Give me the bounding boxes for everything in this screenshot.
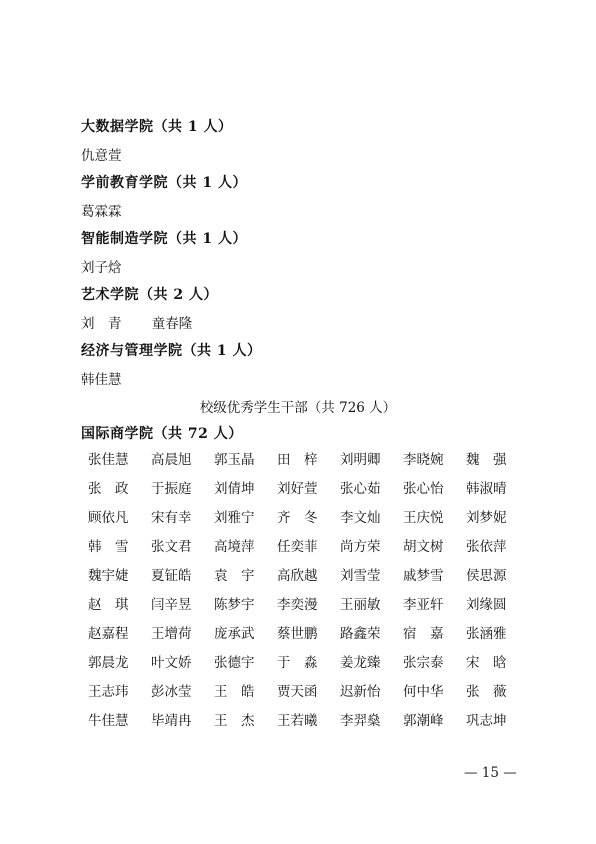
name-cell: 巩志坤 — [466, 713, 507, 729]
name-cell: 蔡世鹏 — [277, 626, 318, 642]
name-cell: 任奕菲 — [277, 539, 318, 555]
name-cell: 王增荷 — [151, 626, 192, 642]
name-cell: 赵 琪 — [88, 597, 129, 613]
name-cell: 路鑫荣 — [340, 626, 381, 642]
name-cell: 刘缘圆 — [466, 597, 507, 613]
name-cell: 李文灿 — [340, 510, 381, 526]
name-cell: 于振庭 — [151, 481, 192, 497]
name-cell: 郭晨龙 — [88, 655, 129, 671]
name-cell: 郭玉晶 — [214, 452, 255, 468]
name-cell: 叶文娇 — [151, 655, 192, 671]
name-cell: 宿 嘉 — [403, 626, 444, 642]
name-cell: 胡文树 — [403, 539, 444, 555]
section-heading-art: 艺术学院（共 2 人） — [81, 287, 218, 303]
name-cell: 王志玮 — [88, 684, 129, 700]
name-cell: 张 政 — [88, 481, 129, 497]
section-names-art — [81, 312, 192, 332]
name-cell: 贾天函 — [277, 684, 318, 700]
name-cell: 王庆悦 — [403, 510, 444, 526]
section-names-intelligent-manufacturing — [81, 256, 122, 276]
name-cell: 张心茹 — [340, 481, 381, 497]
name-cell: 张依萍 — [466, 539, 507, 555]
name-cell: 宋有幸 — [151, 510, 192, 526]
name-cell: 迟新怡 — [340, 684, 381, 700]
section-names-big-data — [81, 144, 122, 164]
name-cell: 刘雪莹 — [340, 568, 381, 584]
name-cell: 郭潮峰 — [403, 713, 444, 729]
page-number: — 15 — — [464, 765, 517, 781]
name-cell: 张心怡 — [403, 481, 444, 497]
section-heading-intelligent-manufacturing: 智能制造学院（共 1 人） — [81, 231, 247, 247]
section-names-economics-management — [81, 368, 122, 388]
name-cell: 宋 晗 — [466, 655, 507, 671]
name-cell: 魏宇婕 — [88, 568, 129, 584]
name-cell: 张涵雅 — [466, 626, 507, 642]
student-name: 童春隆 — [151, 316, 193, 332]
name-cell: 魏 强 — [466, 452, 507, 468]
section-heading-economics-management: 经济与管理学院（共 1 人） — [81, 343, 262, 359]
student-name: 仇意萱 — [81, 148, 122, 164]
name-cell: 刘好萱 — [277, 481, 318, 497]
name-cell: 韩淑晴 — [466, 481, 507, 497]
student-name: 葛霖霖 — [81, 204, 122, 220]
section-heading-international-business: 国际商学院（共 72 人） — [81, 426, 243, 442]
name-cell: 齐 冬 — [277, 510, 318, 526]
section-heading-preschool: 学前教育学院（共 1 人） — [81, 175, 247, 191]
name-cell: 李亚轩 — [403, 597, 444, 613]
student-name: 刘子焓 — [81, 260, 122, 276]
name-cell: 夏钲皓 — [151, 568, 192, 584]
name-cell: 张德宇 — [214, 655, 255, 671]
name-cell: 闫辛昱 — [151, 597, 192, 613]
name-cell: 王若曦 — [277, 713, 318, 729]
name-cell: 李晓婉 — [403, 452, 444, 468]
name-cell: 高晨旭 — [151, 452, 192, 468]
name-cell: 刘梦妮 — [466, 510, 507, 526]
name-cell: 毕靖冉 — [151, 713, 192, 729]
name-cell: 侯思源 — [466, 568, 507, 584]
name-cell: 彭冰莹 — [151, 684, 192, 700]
name-cell: 陈梦宇 — [214, 597, 255, 613]
name-cell: 李奕漫 — [277, 597, 318, 613]
center-title: 校级优秀学生干部（共 726 人） — [199, 400, 397, 416]
name-cell: 张宗泰 — [403, 655, 444, 671]
name-cell: 牛佳慧 — [88, 713, 129, 729]
name-cell: 王 杰 — [214, 713, 255, 729]
name-cell: 高欣越 — [277, 568, 318, 584]
name-cell: 戚梦雪 — [403, 568, 444, 584]
student-name: 刘 青 — [81, 316, 122, 332]
student-name: 韩佳慧 — [81, 372, 122, 388]
name-cell: 李羿燊 — [340, 713, 381, 729]
section-names-preschool — [81, 200, 122, 220]
section-heading-big-data: 大数据学院（共 1 人） — [81, 119, 233, 135]
name-cell: 张佳慧 — [88, 452, 129, 468]
name-cell: 顾依凡 — [88, 510, 129, 526]
name-cell: 田 梓 — [277, 452, 318, 468]
name-cell: 刘明卿 — [340, 452, 381, 468]
name-cell: 于 淼 — [277, 655, 318, 671]
name-cell: 高境萍 — [214, 539, 255, 555]
name-cell: 刘雅宁 — [214, 510, 255, 526]
name-cell: 张文君 — [151, 539, 192, 555]
name-cell: 刘倩坤 — [214, 481, 255, 497]
name-cell: 王 皓 — [214, 684, 255, 700]
name-cell: 袁 宇 — [214, 568, 255, 584]
name-cell: 赵嘉程 — [88, 626, 129, 642]
name-cell: 何中华 — [403, 684, 444, 700]
name-cell: 尚方荣 — [340, 539, 381, 555]
name-cell: 姜龙臻 — [340, 655, 381, 671]
name-cell: 韩 雪 — [88, 539, 129, 555]
name-cell: 庞承武 — [214, 626, 255, 642]
name-cell: 张 薇 — [466, 684, 507, 700]
name-cell: 王丽敏 — [340, 597, 381, 613]
